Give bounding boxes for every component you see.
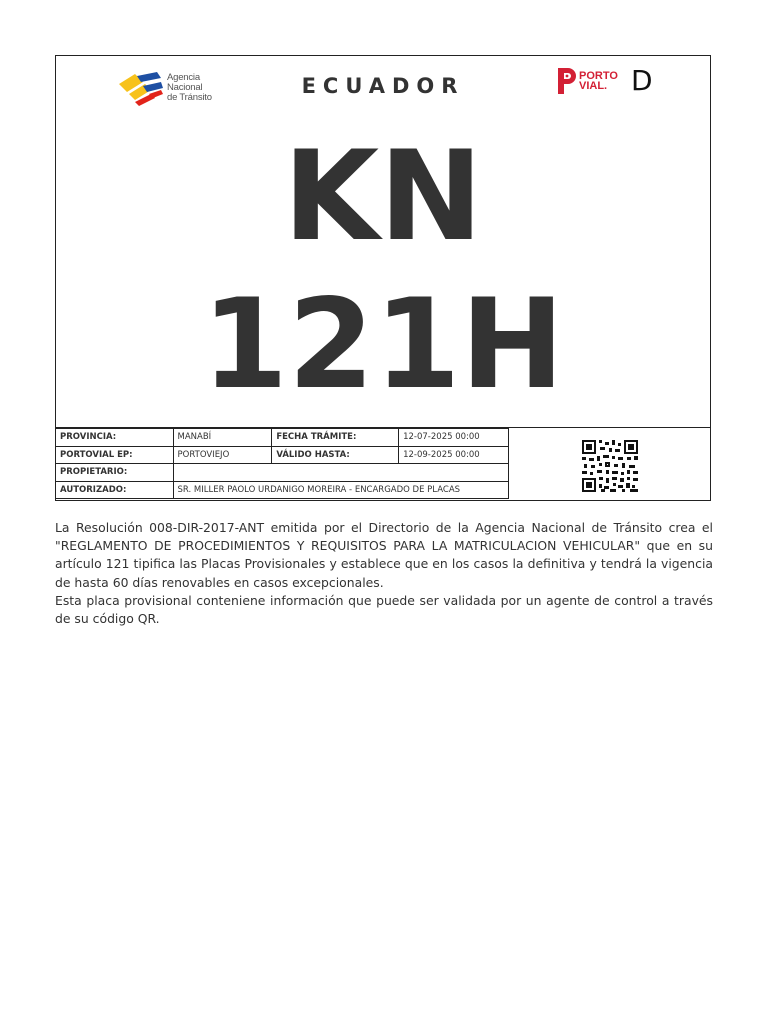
qr-code-icon xyxy=(582,440,638,492)
table-row xyxy=(56,464,509,482)
portovial-value: PORTOVIEJO xyxy=(173,446,272,464)
portovial-logo-icon xyxy=(555,66,577,96)
provincia-label: PROVINCIA: xyxy=(56,429,174,447)
provisional-plate xyxy=(55,55,711,501)
agency-logo-text: Agencia Nacional de Tránsito xyxy=(167,72,212,103)
plate-letters: KN xyxy=(283,125,483,269)
table-row xyxy=(56,429,509,447)
plate-numbers: 121H xyxy=(201,273,565,417)
fecha-tramite-value: 12-07-2025 00:00 xyxy=(399,429,509,447)
plate-type-letter: D xyxy=(631,64,653,97)
table-row xyxy=(56,446,509,464)
autorizado-label: AUTORIZADO: xyxy=(56,481,174,499)
portovial-logo-text: PORTO VIAL. xyxy=(579,70,618,92)
legal-notes-paragraph-1: La Resolución 008-DIR-2017-ANT emitida por el Directorio de la Agencia Nacional de Tránsito crea el "REGLAMENTO DE PROCEDIMIENTOS Y REQUISITOS PARA LA MATRICULACION VEHICULAR" que en su artículo 121 tipifica las Placas Provisionales y establece que en los casos la definitiva y tendrá la vigencia de hasta 60 días renovables en casos excepcionales. xyxy=(55,520,713,590)
legal-notes-paragraph-2: Esta placa provisional conteniene información que puede ser validada por un agente de control a través de su código QR. xyxy=(55,592,713,627)
valido-hasta-label: VÁLIDO HASTA: xyxy=(272,446,399,464)
fecha-tramite-label: FECHA TRÁMITE: xyxy=(272,429,399,447)
propietario-label: PROPIETARIO: xyxy=(56,464,174,482)
portovial-logo xyxy=(555,66,625,98)
plate-info-section xyxy=(55,427,711,503)
propietario-value xyxy=(173,464,508,482)
legal-notes xyxy=(55,519,713,628)
autorizado-value: SR. MILLER PAOLO URDANIGO MOREIRA - ENCARGADO DE PLACAS xyxy=(173,481,508,499)
portovial-label: PORTOVIAL EP: xyxy=(56,446,174,464)
valido-hasta-value: 12-09-2025 00:00 xyxy=(399,446,509,464)
country-title: ECUADOR xyxy=(301,74,465,98)
table-row xyxy=(56,481,509,499)
provincia-value: MANABÍ xyxy=(173,429,272,447)
plate-info-table xyxy=(55,428,509,499)
